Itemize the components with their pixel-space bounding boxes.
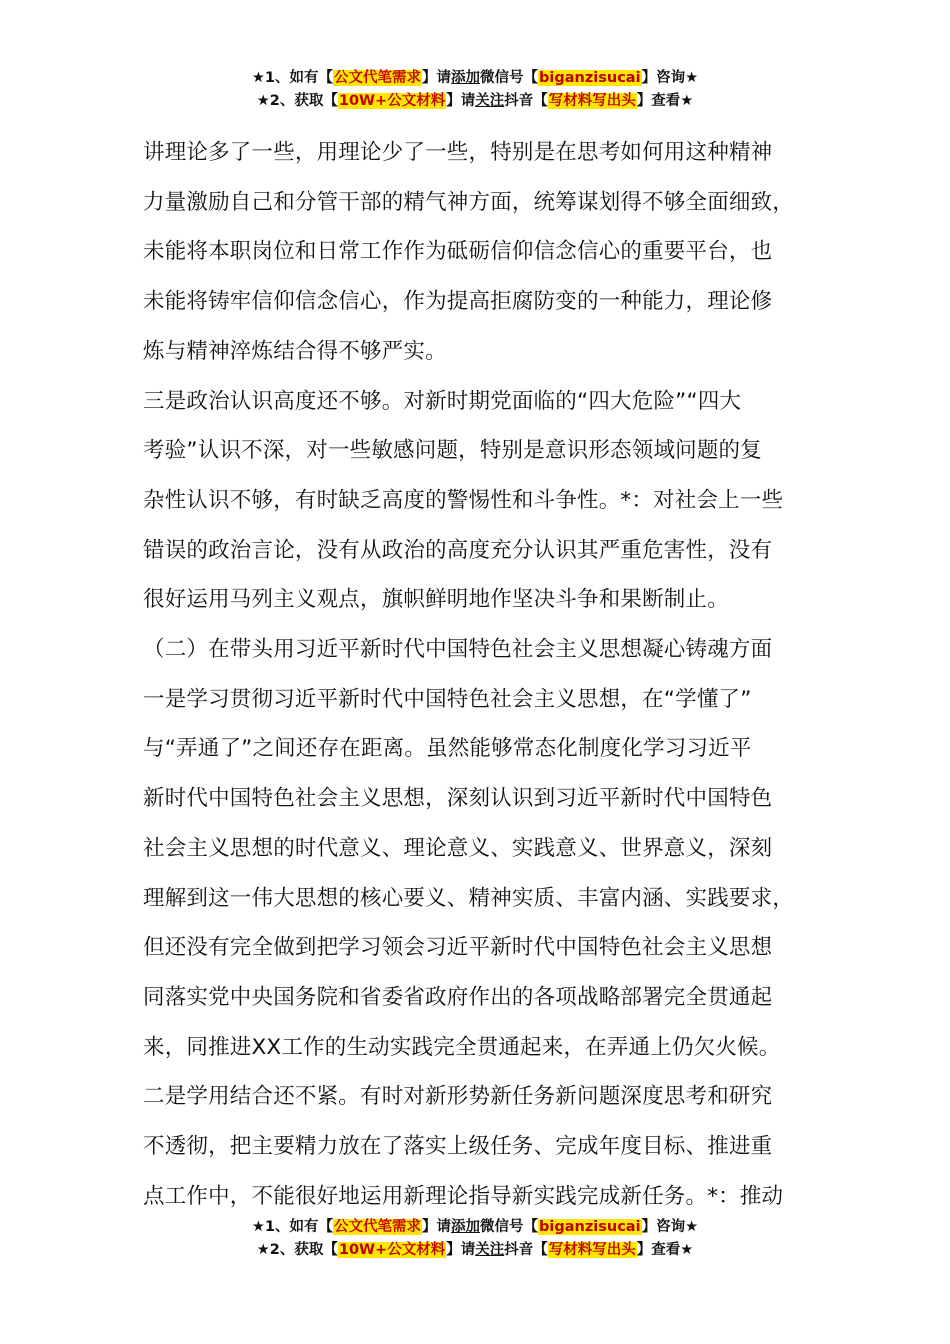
highlight-wechat-id: biganzisucai: [539, 70, 641, 86]
banner-text: ★2、获取【: [256, 93, 338, 109]
highlight-douyin-account: 写材料写出头: [548, 93, 636, 109]
banner-underline-text: 添加: [451, 70, 481, 86]
body-text-line: 理解到这一伟大思想的核心要义、精神实质、丰富内涵、实践要求，: [143, 885, 795, 911]
body-text-line: 一是学习贯彻习近平新时代中国特色社会主义思想，在“学懂了”: [143, 686, 752, 712]
banner-text: 微信号【: [480, 1219, 539, 1235]
banner-text: ★1、如有【: [251, 1219, 334, 1235]
banner-underline-text: 关注: [475, 1242, 505, 1258]
banner-line-1: [0, 67, 950, 90]
highlight-service: 公文代笔需求: [334, 70, 422, 86]
body-text-line: 点工作中，不能很好地运用新理论指导新实践完成新任务。*：推动: [143, 1183, 784, 1209]
body-text-line: 未能将铸牢信仰信念信心，作为提高拒腐防变的一种能力，理论修: [143, 289, 773, 315]
banner-underline-text: 关注: [475, 93, 505, 109]
banner-underline-text: 添加: [451, 1219, 481, 1235]
banner-text: 微信号【: [480, 70, 539, 86]
highlight-materials: 10W+公文材料: [338, 1242, 446, 1258]
body-text-line: 来，同推进XX工作的生动实践完全贯通起来，在弄通上仍欠火候。: [143, 1034, 781, 1060]
body-text-line: （二）在带头用习近平新时代中国特色社会主义思想凝心铸魂方面: [143, 637, 773, 663]
document-body: [143, 128, 833, 1221]
banner-text: 】咨询★: [641, 1219, 699, 1235]
banner-text: 】查看★: [636, 1242, 694, 1258]
body-text-line: 讲理论多了一些，用理论少了一些，特别是在思考如何用这种精神: [143, 140, 773, 165]
banner-text: 】请: [422, 1219, 452, 1235]
header-banner: [0, 67, 950, 113]
body-text-line: 同落实党中央国务院和省委省政府作出的各项战略部署完全贯通起: [143, 984, 773, 1010]
highlight-service: 公文代笔需求: [334, 1219, 422, 1235]
banner-text: 抖音【: [504, 1242, 548, 1258]
highlight-materials: 10W+公文材料: [338, 93, 446, 109]
body-text-line: 力量激励自己和分管干部的精气神方面，统筹谋划得不够全面细致，: [143, 189, 795, 215]
banner-line-2: [0, 90, 950, 113]
banner-line-1: [0, 1216, 950, 1239]
banner-text: 抖音【: [504, 93, 548, 109]
body-text-line: 未能将本职岗位和日常工作作为砥砺信仰信念信心的重要平台，也: [143, 239, 773, 265]
banner-text: 】请: [446, 1242, 476, 1258]
banner-line-2: [0, 1239, 950, 1262]
banner-text: ★1、如有【: [251, 70, 334, 86]
banner-text: 】请: [422, 70, 452, 86]
highlight-douyin-account: 写材料写出头: [548, 1242, 636, 1258]
banner-text: 】查看★: [636, 93, 694, 109]
body-text-line: 不透彻，把主要精力放在了落实上级任务、完成年度目标、推进重: [143, 1134, 773, 1160]
body-text-line: 炼与精神淬炼结合得不够严实。: [143, 338, 447, 364]
body-text-line: 考验”认识不深，对一些敏感问题，特别是意识形态领域问题的复: [143, 438, 762, 464]
banner-text: 】请: [446, 93, 476, 109]
banner-text: ★2、获取【: [256, 1242, 338, 1258]
body-text-line: 新时代中国特色社会主义思想，深刻认识到习近平新时代中国特色: [143, 786, 773, 812]
highlight-wechat-id: biganzisucai: [539, 1219, 641, 1235]
banner-text: 】咨询★: [641, 70, 699, 86]
body-text-line: 社会主义思想的时代意义、理论意义、实践意义、世界意义，深刻: [143, 835, 773, 861]
body-text-line: 但还没有完全做到把学习领会习近平新时代中国特色社会主义思想: [143, 935, 773, 961]
body-text-line: 与“弄通了”之间还存在距离。虽然能够常态化制度化学习习近平: [143, 736, 752, 762]
body-text-line: 杂性认识不够，有时缺乏高度的警惕性和斗争性。*：对社会上一些: [143, 487, 784, 513]
body-text-line: 三是政治认识高度还不够。对新时期党面临的“四大危险”“四大: [143, 388, 742, 414]
body-text-line: 很好运用马列主义观点，旗帜鲜明地作坚决斗争和果断制止。: [143, 587, 729, 613]
body-text-line: 错误的政治言论，没有从政治的高度充分认识其严重危害性，没有: [143, 537, 773, 563]
body-text-line: 二是学用结合还不紧。有时对新形势新任务新问题深度思考和研究: [143, 1084, 773, 1110]
footer-banner: [0, 1216, 950, 1262]
